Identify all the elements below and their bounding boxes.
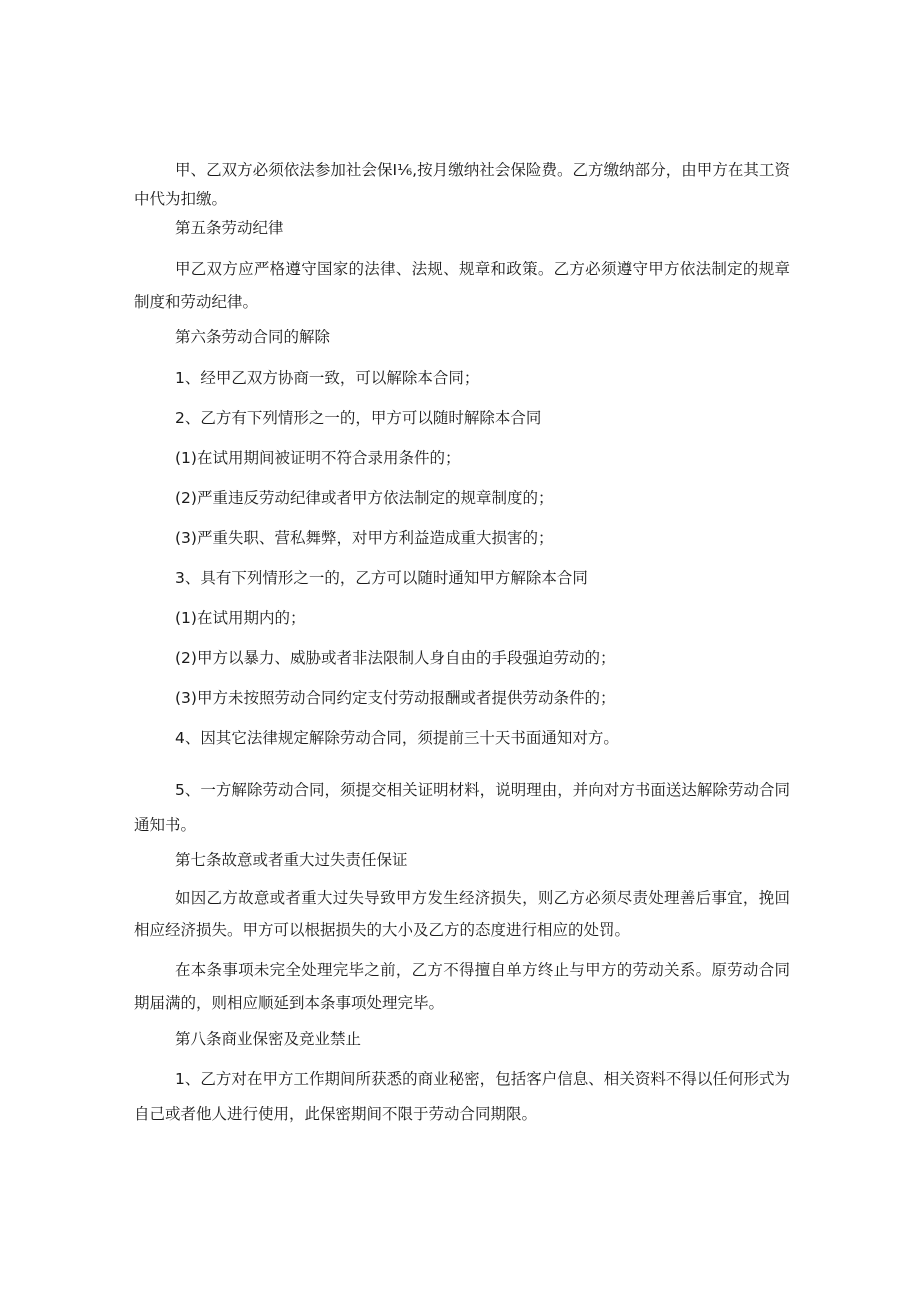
paragraph-pending-matters: 在本条事项未完全处理完毕之前，乙方不得擅自单方终止与甲方的劳动关系。原劳动合同期届满的，则相应顺延到本条事项处理完毕。 (134, 961, 790, 1012)
paragraph-social-insurance: 甲、乙双方必须依法参加社会保I⅙,按月缴纳社会保险费。乙方缴纳部分，由甲方在其工资中代为扣缴。 (134, 161, 790, 208)
list-item-confidentiality-1: 1、乙方对在甲方工作期间所获悉的商业秘密，包括客户信息、相关资料不得以任何形式为自己或者他人进行使用，此保密期间不限于劳动合同期限。 (134, 1070, 790, 1123)
list-item-termination-4: 4、因其它法律规定解除劳动合同，须提前三十天书面通知对方。 (175, 729, 619, 747)
list-item-termination-3-3: (3)甲方未按照劳动合同约定支付劳动报酬或者提供劳动条件的； (175, 689, 616, 707)
list-item-termination-2-2: (2)严重违反劳动纪律或者甲方依法制定的规章制度的； (175, 489, 554, 507)
heading-article-6: 第六条劳动合同的解除 (175, 328, 331, 346)
heading-article-5: 第五条劳动纪律 (175, 219, 284, 237)
paragraph-labor-discipline: 甲乙双方应严格遵守国家的法律、法规、规章和政策。乙方必须遵守甲方依法制定的规章制度和劳动纪律。 (134, 260, 790, 311)
paragraph-liability: 如因乙方故意或者重大过失导致甲方发生经济损失，则乙方必须尽责处理善后事宜，挽回相应经济损失。甲方可以根据损失的大小及乙方的态度进行相应的处罚。 (134, 889, 790, 939)
list-item-termination-3: 3、具有下列情形之一的，乙方可以随时通知甲方解除本合同 (175, 569, 588, 587)
list-item-termination-1: 1、经甲乙双方协商一致，可以解除本合同； (175, 369, 480, 387)
heading-article-8: 第八条商业保密及竞业禁止 (175, 1030, 362, 1048)
heading-article-7: 第七条故意或者重大过失责任保证 (175, 851, 408, 869)
list-item-termination-2-1: (1)在试用期间被证明不符合录用条件的； (175, 449, 461, 467)
list-item-termination-2: 2、乙方有下列情形之一的，甲方可以随时解除本合同 (175, 409, 542, 427)
list-item-termination-3-1: (1)在试用期内的； (175, 609, 306, 627)
list-item-termination-3-2: (2)甲方以暴力、威胁或者非法限制人身自由的手段强迫劳动的； (175, 649, 616, 667)
list-item-termination-5: 5、一方解除劳动合同，须提交相关证明材料，说明理由，并向对方书面送达解除劳动合同通知书。 (134, 781, 790, 834)
list-item-termination-2-3: (3)严重失职、营私舞弊，对甲方利益造成重大损害的； (175, 529, 554, 547)
